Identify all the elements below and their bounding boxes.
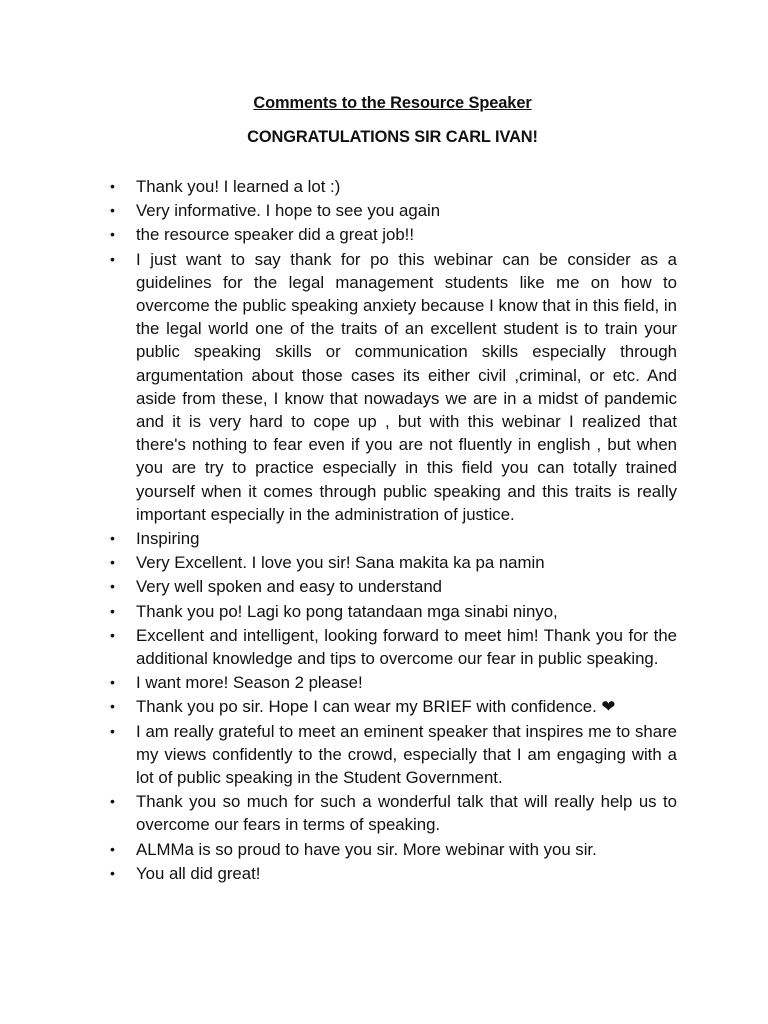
list-item <box>108 527 677 550</box>
bullet-icon: • <box>110 226 115 243</box>
comment-text: You all did great! <box>136 863 261 883</box>
bullet-icon: • <box>110 840 115 857</box>
bullet-icon: • <box>110 626 115 643</box>
list-item <box>108 199 677 222</box>
comment-text: Very Excellent. I love you sir! Sana makita ka pa namin <box>136 553 545 573</box>
list-item <box>108 600 677 623</box>
comment-text: I just want to say thank for po this webinar can be consider as a guidelines for the legal management students like me on how to overcome the public speaking anxiety because I know that in this field, in the legal world one of the traits of an excellent student is to train your public speaking skills or communication skills especially through argumentation about those cases its either civil ,criminal, or etc. And aside from these, I know that nowadays we are in a midst of pandemic and it is very hard to cope up , but with this webinar I realized that there's nothing to fear even if you are not fluently in english , but when you are try to practice especially in this field you can totally trained yourself when it comes through public speaking and this traits is really important especially in the administration of justice. <box>136 249 677 524</box>
comment-text: Very well spoken and easy to understand <box>136 577 442 597</box>
list-item <box>108 551 677 574</box>
bullet-icon: • <box>110 698 115 715</box>
bullet-icon: • <box>110 202 115 219</box>
list-item <box>108 720 677 790</box>
bullet-icon: • <box>110 530 115 547</box>
list-item <box>108 838 677 861</box>
list-item <box>108 175 677 198</box>
comment-text: I want more! Season 2 please! <box>136 673 363 693</box>
comment-text: the resource speaker did a great job!! <box>136 225 414 245</box>
bullet-icon: • <box>110 178 115 194</box>
list-item <box>108 790 677 836</box>
page-title: Comments to the Resource Speaker <box>253 94 532 112</box>
bullet-icon: • <box>110 793 115 810</box>
page-subtitle: CONGRATULATIONS SIR CARL IVAN! <box>247 128 538 146</box>
comment-text: Very informative. I hope to see you again <box>136 201 441 221</box>
bullet-icon: • <box>110 250 115 267</box>
comment-text: Excellent and intelligent, looking forward to meet him! Thank you for the additional knowledge and tips to overcome our fear in public speaking. <box>136 625 677 669</box>
bullet-icon: • <box>110 554 115 571</box>
list-item <box>108 862 677 885</box>
bullet-icon: • <box>110 864 115 881</box>
list-item <box>108 223 677 246</box>
comment-text: Thank you po sir. Hope I can wear my BRIEF with confidence. ❤ <box>136 697 616 717</box>
list-item <box>108 248 677 526</box>
list-item <box>108 624 677 670</box>
comment-text: I am really grateful to meet an eminent speaker that inspires me to share my views confidently to the crowd, especially that I am engaging with a lot of public speaking in the Student Government. <box>136 721 677 788</box>
bullet-icon: • <box>110 602 115 619</box>
comment-text: Thank you po! Lagi ko pong tatandaan mga sinabi ninyo, <box>136 601 558 621</box>
comment-text: Inspiring <box>136 529 200 549</box>
comment-text: Thank you! I learned a lot :) <box>136 177 341 196</box>
comment-text: Thank you so much for such a wonderful talk that will really help us to overcome our fears in terms of speaking. <box>136 792 677 835</box>
bullet-icon: • <box>110 722 115 739</box>
comment-text: ALMMa is so proud to have you sir. More webinar with you sir. <box>136 839 597 859</box>
comments-list <box>108 175 677 885</box>
list-item <box>108 671 677 694</box>
bullet-icon: • <box>110 674 115 691</box>
bullet-icon: • <box>110 578 115 595</box>
list-item <box>108 695 677 718</box>
list-item <box>108 575 677 598</box>
